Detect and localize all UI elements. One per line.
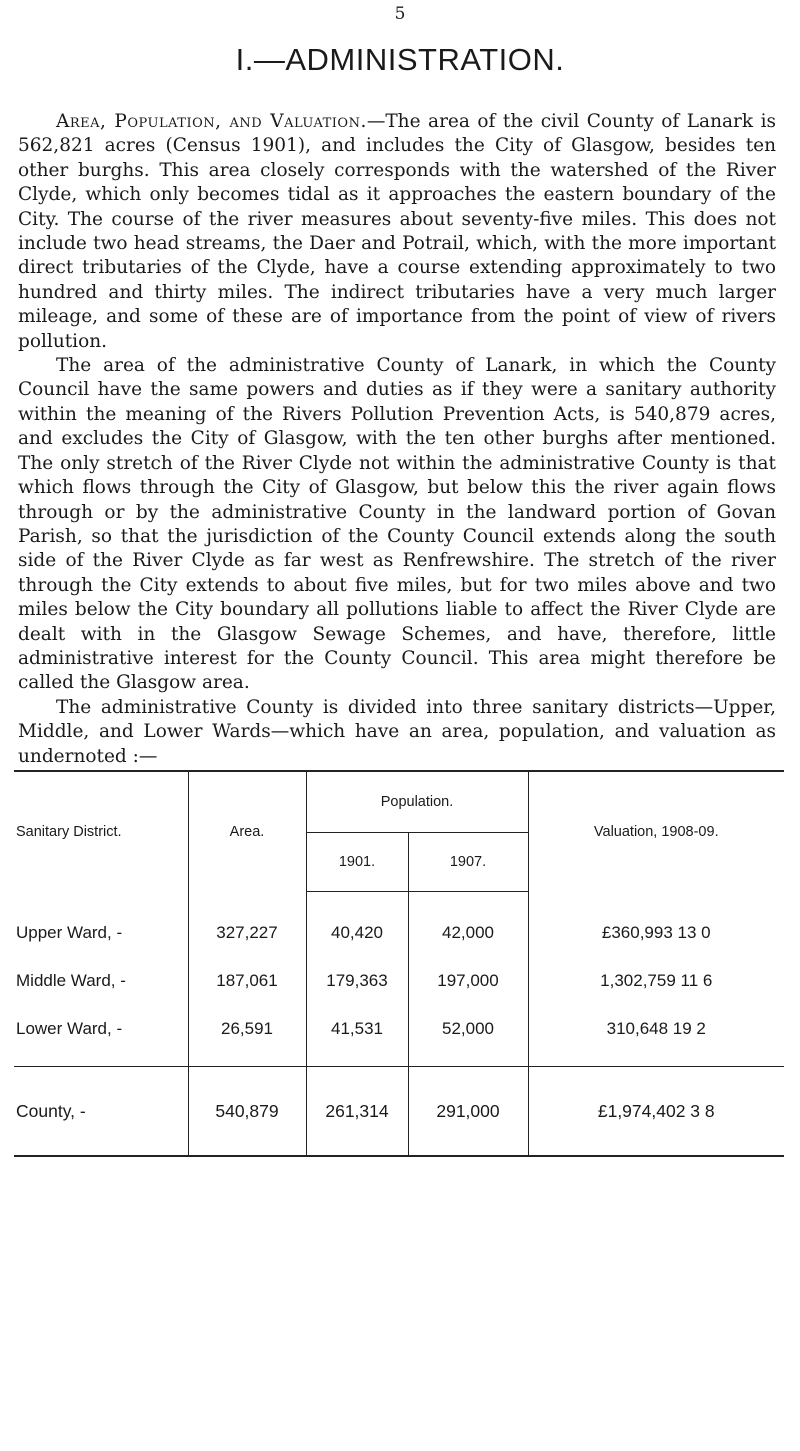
header-population-1901: 1901. (306, 833, 408, 892)
paragraph-text: —The area of the civil County of Lanark is 562,821 acres (Census 1901), and includes the City of Glasgow, besides ten other burghs. This area closely corresponds with the watershed of the River Clyde, which only becomes tidal as it approaches the eastern boundary of the City. The course of the river measures about seventy-five miles. This does not include two head streams, the Daer and Potrail, which, with the more important direct tributaries of the Clyde, have a course extending approximately to two hundred and thirty miles. The indirect tributaries have a very much larger mileage, and some of these are of importance from the point of view of rivers pollution. (18, 111, 776, 352)
page-number: 5 (394, 4, 406, 24)
cell-valuation: 310,648 19 2 (528, 1005, 784, 1067)
body-text (18, 110, 776, 769)
cell-valuation: 1,302,759 11 6 (528, 957, 784, 1005)
paragraph-lead-in: Area, Population, and Valuation. (56, 111, 367, 132)
cell-total-valuation: £1,974,402 3 8 (528, 1067, 784, 1157)
cell-pop-1907: 42,000 (408, 892, 528, 958)
paragraph-2: The area of the administrative County of Lanark, in which the County Council have the same powers and duties as if they were a sanitary authority within the meaning of the Rivers Pollution Prevention Acts, is 540,879 acres, and excludes the City of Glasgow, with the ten other burghs after mentioned. The only stretch of the River Clyde not within the administrative County is that which flows through the City of Glasgow, but below this the river again flows through or by the administrative County in the landward portion of Govan Parish, so that the jurisdiction of the County Council extends along the south side of the River Clyde as far west as Renfrewshire. The stretch of the river through the City extends to about five miles, but for two miles above and two miles below the City boundary all pollutions liable to affect the River Clyde are dealt with in the Glasgow Sewage Schemes, and have, therefore, little administrative interest for the County Council. This area might therefore be called the Glasgow area. (18, 355, 776, 694)
header-area: Area. (188, 771, 306, 892)
table-row (14, 1005, 784, 1067)
cell-pop-1907: 197,000 (408, 957, 528, 1005)
cell-area: 187,061 (188, 957, 306, 1005)
cell-pop-1901: 41,531 (306, 1005, 408, 1067)
districts-table-wrapper (14, 770, 784, 1157)
cell-district: Lower Ward, - (16, 1019, 123, 1038)
cell-total-area: 540,879 (188, 1067, 306, 1157)
paragraph-1 (18, 110, 776, 354)
table-total-row (14, 1067, 784, 1157)
cell-pop-1907: 52,000 (408, 1005, 528, 1067)
cell-pop-1901: 40,420 (306, 892, 408, 958)
table-header-row (14, 771, 784, 833)
section-heading: I.—ADMINISTRATION. (235, 42, 565, 77)
cell-valuation: £360,993 13 0 (528, 892, 784, 958)
header-sanitary-district: Sanitary District. (16, 823, 122, 840)
table-row (14, 892, 784, 958)
cell-total-district: County, - (14, 1067, 188, 1157)
cell-district: Upper Ward, - (16, 922, 123, 942)
cell-pop-1901: 179,363 (306, 957, 408, 1005)
cell-total-pop-1907: 291,000 (408, 1067, 528, 1157)
cell-area: 26,591 (188, 1005, 306, 1067)
header-valuation: Valuation, 1908-09. (528, 771, 784, 892)
districts-table (14, 770, 784, 1157)
paragraph-3: The administrative County is divided into three sanitary districts—Upper, Middle, and Lower Wards—which have an area, population, and valuation as undernoted :— (18, 696, 776, 767)
table-row (14, 957, 784, 1005)
cell-area: 327,227 (188, 892, 306, 958)
header-population-1907: 1907. (408, 833, 528, 892)
cell-total-pop-1901: 261,314 (306, 1067, 408, 1157)
header-population: Population. (306, 771, 528, 833)
cell-district: Middle Ward, - (16, 971, 126, 990)
